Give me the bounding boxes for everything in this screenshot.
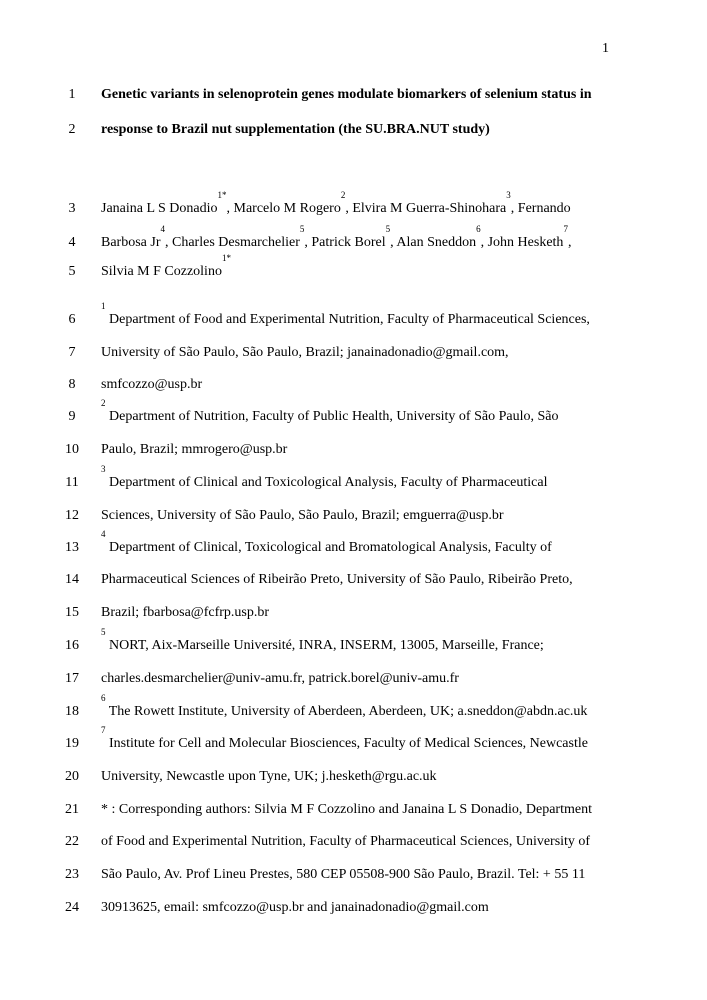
text-segment: University of São Paulo, São Paulo, Brazil; janainadonadio@gmail.com, — [101, 345, 509, 360]
line-number: 11 — [65, 475, 79, 490]
affiliation-marker: 1 — [101, 301, 106, 311]
text-segment: , John Hesketh — [480, 235, 564, 250]
line-text — [101, 506, 503, 526]
manuscript-line — [0, 506, 707, 526]
line-number: 20 — [65, 769, 79, 784]
text-segment: Sciences, University of São Paulo, São Paulo, Brazil; emguerra@usp.br — [101, 508, 504, 523]
line-number: 6 — [68, 312, 76, 327]
affiliation-marker: 7 — [563, 224, 568, 234]
affiliation-marker: 3 — [101, 464, 106, 474]
manuscript-line — [0, 301, 707, 330]
affiliation-marker: 6 — [101, 693, 106, 703]
text-segment: Barbosa Jr — [101, 235, 161, 250]
text-segment: São Paulo, Av. Prof Lineu Prestes, 580 CEP 05508-900 São Paulo, Brazil. Tel: + 55 11 — [101, 867, 586, 882]
line-text — [101, 375, 202, 395]
line-text — [101, 398, 559, 427]
text-segment: charles.desmarchelier@univ-amu.fr, patrick.borel@univ-amu.fr — [101, 671, 459, 686]
text-segment: Brazil; fbarbosa@fcfrp.usp.br — [101, 605, 269, 620]
text-segment: , Charles Desmarchelier — [165, 235, 300, 250]
line-text — [101, 464, 548, 493]
affiliation-marker: 7 — [101, 725, 106, 735]
manuscript-line — [0, 253, 707, 282]
paper-title-line — [101, 85, 592, 105]
line-number: 7 — [68, 345, 76, 360]
line-text — [101, 529, 552, 558]
paper-title-line — [101, 120, 490, 140]
affiliation-marker: 5 — [299, 224, 305, 234]
line-text — [101, 898, 489, 918]
line-text — [101, 865, 585, 885]
line-number: 17 — [65, 671, 79, 686]
line-number: 8 — [68, 377, 76, 392]
text-segment: , Fernando — [510, 201, 571, 216]
text-segment: Pharmaceutical Sciences of Ribeirão Preto, University of São Paulo, Ribeirão Preto, — [101, 572, 573, 587]
line-number: 24 — [65, 900, 79, 915]
line-text — [101, 693, 588, 722]
affiliation-marker: 2 — [101, 398, 106, 408]
affiliation-marker: 5 — [385, 224, 391, 234]
manuscript-line — [0, 627, 707, 656]
line-number: 21 — [65, 802, 79, 817]
line-text — [101, 301, 590, 330]
manuscript-line — [0, 800, 707, 820]
page-number: 1 — [602, 41, 609, 56]
manuscript-line — [0, 343, 707, 363]
manuscript-line — [0, 669, 707, 689]
manuscript-line — [0, 375, 707, 395]
text-segment: , Patrick Borel — [304, 235, 386, 250]
line-text — [101, 627, 544, 656]
text-segment: 30913625, email: smfcozzo@usp.br and janainadonadio@gmail.com — [101, 900, 489, 915]
line-number: 9 — [68, 409, 76, 424]
text-segment: Department of Clinical, Toxicological and Bromatological Analysis, Faculty of — [105, 540, 552, 555]
line-text — [101, 440, 287, 460]
line-number: 22 — [65, 834, 79, 849]
manuscript-line — [0, 464, 707, 493]
manuscript-line — [0, 570, 707, 590]
text-segment: Department of Clinical and Toxicological Analysis, Faculty of Pharmaceutical — [105, 475, 548, 490]
line-text — [101, 725, 588, 754]
affiliation-marker: 6 — [476, 224, 481, 234]
text-segment: Department of Food and Experimental Nutrition, Faculty of Pharmaceutical Sciences, — [105, 312, 590, 327]
text-segment: , Marcelo M Rogero — [226, 201, 341, 216]
text-segment: , — [567, 235, 572, 250]
manuscript-line — [0, 898, 707, 918]
manuscript-line — [0, 190, 707, 219]
text-segment: * : Corresponding authors: Silvia M F Cozzolino and Janaina L S Donadio, Department — [101, 802, 592, 817]
line-text — [101, 603, 269, 623]
line-number: 13 — [65, 540, 79, 555]
affiliation-marker: 4 — [160, 224, 165, 234]
text-segment: NORT, Aix-Marseille Université, INRA, INSERM, 13005, Marseille, France; — [105, 638, 544, 653]
text-segment: University, Newcastle upon Tyne, UK; j.hesketh@rgu.ac.uk — [101, 769, 437, 784]
affiliation-marker: 3 — [506, 190, 511, 200]
line-text — [101, 669, 459, 689]
manuscript-line — [0, 398, 707, 427]
manuscript-line — [0, 693, 707, 722]
line-number: 1 — [68, 87, 76, 102]
affiliation-marker: 2 — [340, 190, 346, 200]
line-number: 4 — [68, 235, 76, 250]
affiliation-marker: 1* — [221, 253, 231, 263]
line-text — [101, 800, 592, 820]
text-segment: smfcozzo@usp.br — [101, 377, 203, 392]
text-segment: Janaina L S Donadio — [101, 201, 218, 216]
manuscript-line — [0, 529, 707, 558]
manuscript-line — [0, 767, 707, 787]
line-number: 12 — [65, 508, 79, 523]
manuscript-line — [0, 865, 707, 885]
line-number: 16 — [65, 638, 79, 653]
line-text — [101, 767, 437, 787]
manuscript-line — [0, 440, 707, 460]
text-segment: Institute for Cell and Molecular Biosciences, Faculty of Medical Sciences, Newcastle — [105, 736, 588, 751]
affiliation-marker: 5 — [101, 627, 106, 637]
manuscript-line — [0, 120, 707, 140]
line-text — [101, 343, 509, 363]
text-segment: Silvia M F Cozzolino — [101, 264, 222, 279]
line-text — [101, 190, 571, 219]
text-segment: response to Brazil nut supplementation (the SU.BRA.NUT study) — [101, 122, 490, 137]
line-number: 14 — [65, 572, 79, 587]
line-number: 10 — [65, 442, 79, 457]
affiliation-marker: 4 — [101, 529, 106, 539]
line-number: 15 — [65, 605, 79, 620]
line-number: 3 — [68, 201, 76, 216]
line-number: 23 — [65, 867, 79, 882]
line-number: 5 — [68, 264, 76, 279]
line-text — [101, 224, 572, 253]
line-text — [101, 253, 231, 282]
text-segment: Paulo, Brazil; mmrogero@usp.br — [101, 442, 288, 457]
text-segment: , Alan Sneddon — [390, 235, 477, 250]
text-segment: , Elvira M Guerra-Shinohara — [345, 201, 507, 216]
text-segment: of Food and Experimental Nutrition, Faculty of Pharmaceutical Sciences, University of — [101, 834, 591, 849]
line-text — [101, 832, 590, 852]
text-segment: The Rowett Institute, University of Aberdeen, Aberdeen, UK; a.sneddon@abdn.ac.uk — [105, 704, 588, 719]
manuscript-line — [0, 85, 707, 105]
line-number: 19 — [65, 736, 79, 751]
manuscript-line — [0, 725, 707, 754]
text-segment: Department of Nutrition, Faculty of Public Health, University of São Paulo, São — [105, 409, 559, 424]
line-number: 18 — [65, 704, 79, 719]
manuscript-line — [0, 832, 707, 852]
affiliation-marker: 1* — [217, 190, 227, 200]
line-number: 2 — [68, 122, 76, 137]
manuscript-line — [0, 224, 707, 253]
manuscript-line — [0, 603, 707, 623]
line-text — [101, 570, 573, 590]
text-segment: Genetic variants in selenoprotein genes modulate biomarkers of selenium status in — [101, 87, 592, 102]
